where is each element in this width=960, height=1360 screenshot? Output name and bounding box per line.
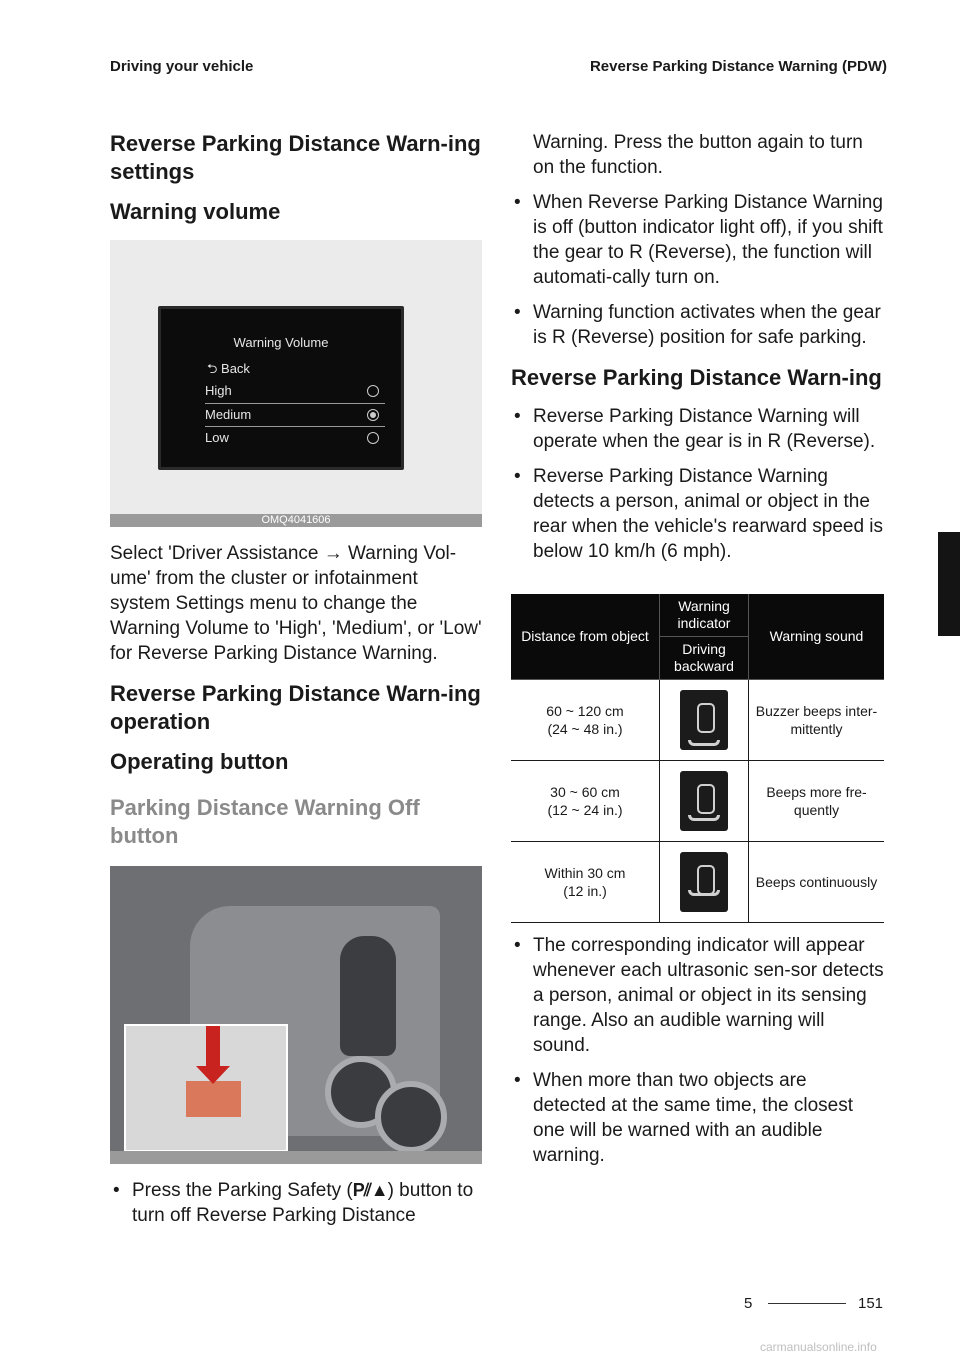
left-column [110, 130, 482, 1238]
list-item: • The corresponding indicator will appear whenever each ultrasonic sen-sor detects a person, animal or object in its sensing range. Also an audible warning will sound. [511, 933, 884, 1058]
table-header-row [511, 594, 884, 637]
cup-holder [375, 1081, 447, 1153]
cell-distance [511, 761, 660, 842]
heading-off-button: Parking Distance Warning Off button [110, 795, 420, 848]
figure-console-photo [110, 866, 482, 1164]
col-distance: Distance from object [511, 594, 660, 680]
cell-sound: Beeps more fre-quently [749, 761, 885, 842]
cell-distance [511, 842, 660, 923]
cell-distance [511, 680, 660, 761]
parking-safety-button [186, 1081, 241, 1117]
figure-warning-volume [110, 240, 482, 527]
distance-in: (12 in.) [563, 883, 607, 899]
heading-rpdw: Reverse Parking Distance Warn-ing [511, 365, 882, 390]
rear-sensor-indicator-icon [680, 690, 728, 750]
header-section-title: Driving your vehicle [110, 58, 254, 75]
table-row [511, 842, 884, 923]
footer-divider [768, 1303, 846, 1304]
right-column [511, 130, 884, 1178]
col-sound: Warning sound [749, 594, 885, 680]
button-closeup-inset [124, 1024, 288, 1152]
list-item: • Reverse Parking Distance Warning will operate when the gear is in R (Reverse). [511, 404, 884, 454]
bullet-list-3 [511, 933, 884, 1168]
screen-option-medium [205, 403, 385, 427]
cluster-screen [158, 306, 404, 470]
bullet-list-1 [511, 190, 884, 350]
footer-page-number: 151 [858, 1295, 884, 1312]
parking-safety-icon: P⫽▲ [352, 1180, 388, 1200]
distance-in: (24 ~ 48 in.) [547, 721, 623, 737]
list-item: • Warning function activates when the gear is R (Reverse) position for safe parking. [511, 300, 884, 350]
figure-code: OKA4042078N [259, 1151, 333, 1163]
list-item [110, 1178, 482, 1228]
list-item: • Reverse Parking Distance Warning detects a person, animal or object in the rear when the vehicle's rearward speed is below 10 km/h (6 mph). [511, 464, 884, 564]
radio-icon [367, 432, 379, 444]
list-item: • When Reverse Parking Distance Warning is off (button indicator light off), if you shift the gear to R (Reverse), the function will automati-cally turn on. [511, 190, 884, 290]
cell-indicator [660, 680, 749, 761]
heading-settings: Reverse Parking Distance Warn-ing settings [110, 131, 481, 184]
cell-indicator [660, 842, 749, 923]
distance-in: (12 ~ 24 in.) [547, 802, 623, 818]
chapter-tab-number: 5 [941, 607, 953, 629]
list-item: • When more than two objects are detected at the same time, the closest one will be warned with an audible warning. [511, 1068, 884, 1168]
distance-cm: Within 30 cm [544, 865, 626, 881]
screen-back: ⮌ Back [207, 361, 250, 376]
screen-title: Warning Volume [233, 335, 329, 350]
paragraph-volume: Select 'Driver Assistance → Warning Vol-ume' from the cluster or infotainment system Settings menu to change the Warning Volume to 'High', 'Medium', or 'Low' for Reverse Parking Distance Warning. [110, 543, 482, 664]
radio-selected-icon [367, 409, 379, 421]
table-row [511, 680, 884, 761]
screen-option-high [205, 380, 385, 402]
radio-icon [367, 385, 379, 397]
watermark: carmanualsonline.info [760, 1340, 877, 1354]
option-label: High [205, 383, 232, 398]
header-topic-title: Reverse Parking Distance Warning (PDW) [589, 58, 887, 75]
rear-sensor-indicator-icon [680, 771, 728, 831]
col-backward: Driving backward [660, 637, 749, 680]
warning-table [511, 594, 884, 923]
heading-operating-button: Operating button [110, 749, 289, 774]
text-part: Press the Parking Safety ( [132, 1180, 353, 1201]
bullet-list-2 [511, 404, 884, 564]
footer-chapter: 5 [744, 1295, 753, 1312]
cell-sound: Buzzer beeps inter-mittently [749, 680, 885, 761]
distance-cm: 60 ~ 120 cm [546, 703, 624, 719]
rear-sensor-indicator-icon [680, 852, 728, 912]
table-row [511, 761, 884, 842]
heading-warning-volume: Warning volume [110, 199, 281, 224]
bullet-list-press [110, 1178, 482, 1228]
gear-shifter [340, 936, 396, 1056]
figure-code: OMQ4041606 [261, 514, 331, 526]
option-label: Low [205, 430, 229, 445]
cell-sound: Beeps continuously [749, 842, 885, 923]
col-indicator: Warning indicator [660, 594, 749, 637]
option-label: Medium [205, 407, 252, 422]
arrow-down-icon [206, 1026, 220, 1070]
screen-option-low [205, 427, 385, 449]
heading-operation: Reverse Parking Distance Warn-ing operation [110, 681, 481, 734]
text-part: ) button to turn off Reverse Parking Distance [132, 1180, 474, 1226]
continued-text: Warning. Press the button again to turn on the function. [533, 132, 863, 178]
cell-indicator [660, 761, 749, 842]
distance-cm: 30 ~ 60 cm [550, 784, 620, 800]
